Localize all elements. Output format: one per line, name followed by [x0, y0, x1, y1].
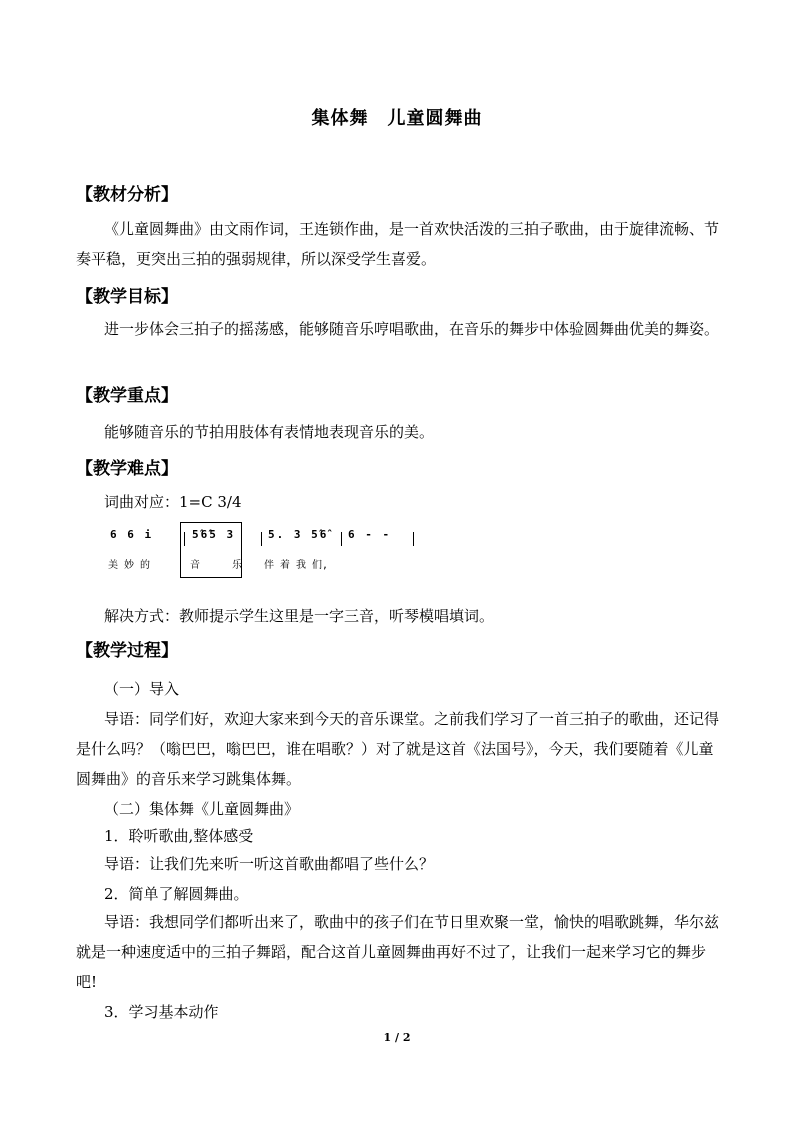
heading-goals: 【教学目标】	[76, 287, 178, 307]
bar-line	[184, 532, 185, 546]
analysis-paragraph: 《儿童圆舞曲》由文雨作词，王连锁作曲，是一首欢快活泼的三拍子歌曲，由于旋律流畅、节奏平稳，更突出三拍的强弱规律，所以深受学生喜爱。	[76, 220, 720, 268]
score-notes-4: 6 - -	[348, 528, 392, 541]
score-notes-3: 5. 3 5̂6̂	[268, 528, 329, 541]
step-2: （二）集体舞《儿童圆舞曲》	[104, 800, 300, 818]
score-notes-2: 5̂6̂5 3	[192, 528, 236, 541]
heading-focus: 【教学重点】	[76, 386, 178, 406]
item-1-text: 导语：让我们先来听一听这首歌曲都唱了些什么？	[104, 855, 435, 873]
solution-text: 解决方式：教师提示学生这里是一字三音，听琴模唱填词。	[104, 607, 495, 625]
music-score	[104, 520, 434, 580]
heading-difficulty: 【教学难点】	[76, 459, 178, 479]
bar-line-end	[413, 532, 414, 546]
item-2: 2．简单了解圆舞曲。	[104, 885, 249, 903]
item-2-paragraph: 导语：我想同学们都听出来了，歌曲中的孩子们在节日里欢聚一堂，愉快的唱歌跳舞，华尔兹就是一种速度适中的三拍子舞蹈，配合这首儿童圆舞曲再好不过了，让我们一起来学习它的舞步吧!	[76, 913, 720, 991]
intro-paragraph: 导语：同学们好，欢迎大家来到今天的音乐课堂。之前我们学习了一首三拍子的歌曲，还记得是什么吗？（嗡巴巴，嗡巴巴，谁在唱歌？）对了就是这首《法国号》，今天，我们要随着《儿童圆舞曲》的音乐来学习跳集体舞。	[76, 710, 720, 788]
score-lyric-2b: 乐	[232, 560, 242, 571]
focus-paragraph: 能够随音乐的节拍用肢体有表情地表现音乐的美。	[104, 423, 435, 441]
key-signature-label: 词曲对应：1=C 3/4	[104, 493, 242, 511]
goals-paragraph: 进一步体会三拍子的摇荡感，能够随音乐哼唱歌曲，在音乐的舞步中体验圆舞曲优美的舞姿。	[104, 320, 720, 338]
score-notes-1: 6 6 i	[110, 528, 154, 541]
step-1: （一）导入	[104, 680, 180, 698]
score-lyric-3: 伴 着 我 们,	[264, 560, 329, 571]
page-number: 1 / 2	[383, 1031, 411, 1044]
bar-line	[341, 532, 342, 546]
score-lyric-2a: 音	[190, 560, 200, 571]
item-1: 1．聆听歌曲,整体感受	[104, 827, 254, 845]
item-3: 3．学习基本动作	[104, 1003, 219, 1021]
page-title: 集体舞 儿童圆舞曲	[311, 108, 483, 129]
score-lyric-1: 美 妙 的	[108, 560, 151, 571]
heading-process: 【教学过程】	[76, 641, 178, 661]
heading-analysis: 【教材分析】	[76, 185, 178, 205]
bar-line	[261, 532, 262, 546]
